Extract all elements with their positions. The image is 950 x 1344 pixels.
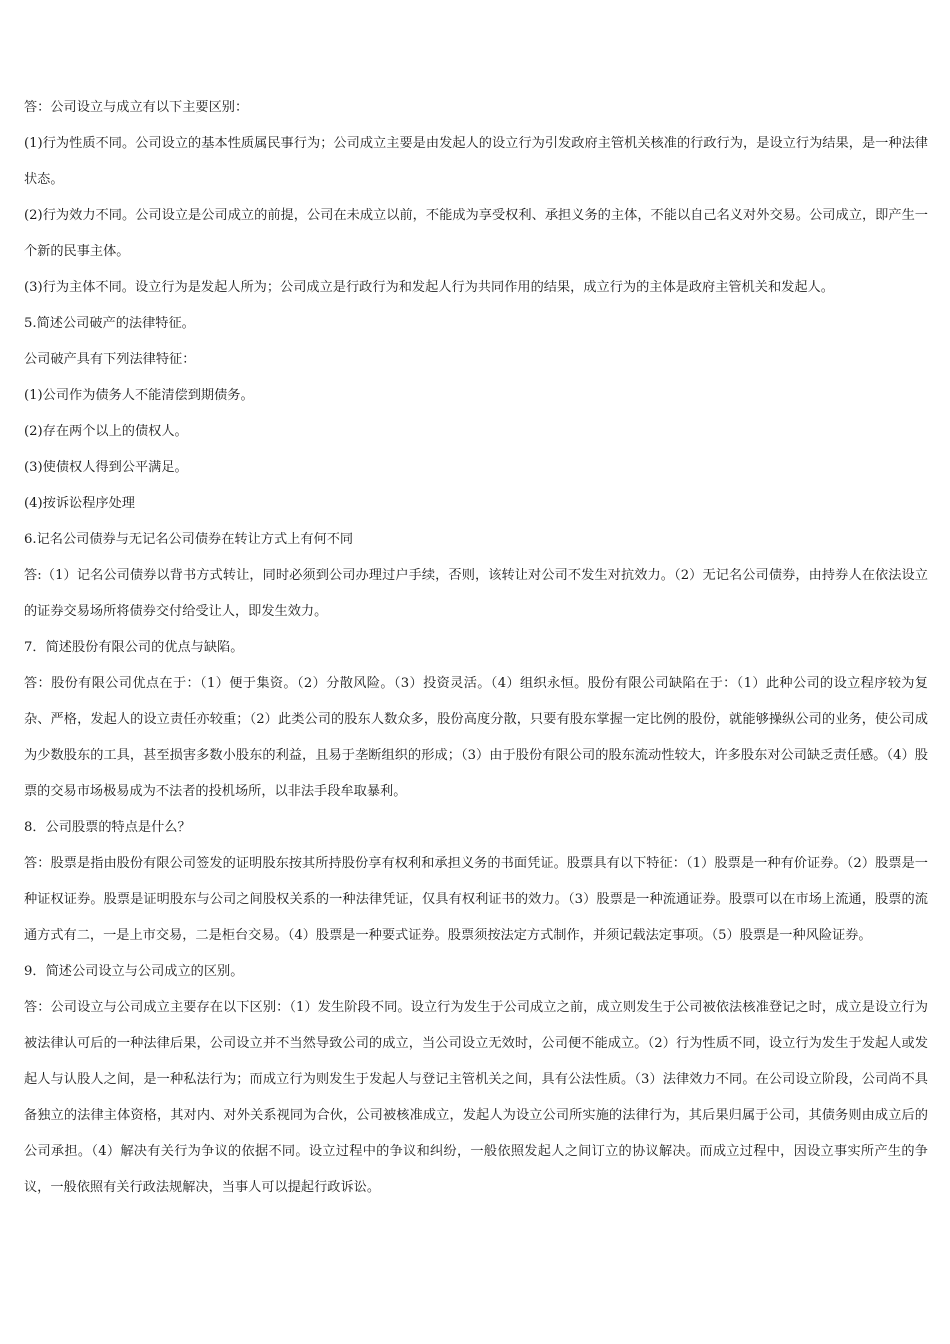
bankruptcy-item-1: (1)公司作为债务人不能清偿到期债务。: [24, 388, 254, 403]
question-8-heading: 8．公司股票的特点是什么？: [24, 820, 191, 835]
bankruptcy-intro: 公司破产具有下列法律特征：: [24, 352, 196, 367]
difference-item-1: (1)行为性质不同。公司设立的基本性质属民事行为；公司成立主要是由发起人的设立行为引发政府主管机关核准的行政行为，是设立行为结果，是一种法律状态。: [24, 136, 928, 187]
question-5-heading: 5.简述公司破产的法律特征。: [24, 316, 195, 331]
bankruptcy-item-3: (3)使债权人得到公平满足。: [24, 460, 188, 475]
answer-8: 答：股票是指由股份有限公司签发的证明股东按其所持股份享有权利和承担义务的书面凭证。股票具有以下特征：（1）股票是一种有价证券。（2）股票是一种证权证券。股票是证明股东与公司之间股权关系的一种法律凭证，仅具有权利证书的效力。（3）股票是一种流通证券。股票可以在市场上流通，股票的流通方式有二，一是上市交易，二是柜台交易。（4）股票是一种要式证券。股票须按法定方式制作，并须记载法定事项。（5）股票是一种风险证券。: [24, 856, 928, 943]
question-6-heading: 6.记名公司债券与无记名公司债券在转让方式上有何不同: [24, 532, 354, 547]
bankruptcy-item-2: (2)存在两个以上的债权人。: [24, 424, 188, 439]
answer-intro: 答：公司设立与成立有以下主要区别：: [24, 100, 249, 115]
difference-item-2: (2)行为效力不同。公司设立是公司成立的前提，公司在未成立以前，不能成为享受权利、承担义务的主体，不能以自己名义对外交易。公司成立，即产生一个新的民事主体。: [24, 208, 928, 259]
answer-9: 答：公司设立与公司成立主要存在以下区别：（1）发生阶段不同。设立行为发生于公司成立之前，成立则发生于公司被依法核准登记之时，成立是设立行为被法律认可后的一种法律后果，公司设立并不当然导致公司的成立，当公司设立无效时，公司便不能成立。（2）行为性质不同，设立行为发生于发起人或发起人与认股人之间，是一种私法行为；而成立行为则发生于发起人与登记主管机关之间，具有公法性质。（3）法律效力不同。在公司设立阶段，公司尚不具备独立的法律主体资格，其对内、对外关系视同为合伙，公司被核准成立，发起人为设立公司所实施的法律行为，其后果归属于公司，其债务则由成立后的公司承担。（4）解决有关行为争议的依据不同。设立过程中的争议和纠纷，一般依照发起人之间订立的协议解决。而成立过程中，因设立事实所产生的争议，一般依照有关行政法规解决，当事人可以提起行政诉讼。: [24, 1000, 928, 1195]
answer-7: 答：股份有限公司优点在于：（1）便于集资。（2）分散风险。（3）投资灵活。（4）组织永恒。股份有限公司缺陷在于：（1）此种公司的设立程序较为复杂、严格，发起人的设立责任亦较重；（2）此类公司的股东人数众多，股份高度分散，只要有股东掌握一定比例的股份，就能够操纵公司的业务，使公司成为少数股东的工具，甚至损害多数小股东的利益，且易于垄断组织的形成；（3）由于股份有限公司的股东流动性较大，许多股东对公司缺乏责任感。（4）股票的交易市场极易成为不法者的投机场所，以非法手段牟取暴利。: [24, 676, 928, 799]
question-7-heading: 7．简述股份有限公司的优点与缺陷。: [24, 640, 244, 655]
bankruptcy-item-4: (4)按诉讼程序处理: [24, 496, 135, 511]
answer-6: 答:（1）记名公司债券以背书方式转让，同时必须到公司办理过户手续，否则，该转让对公司不发生对抗效力。（2）无记名公司债券，由持券人在依法设立的证券交易场所将债券交付给受让人，即发生效力。: [24, 568, 928, 619]
question-9-heading: 9．简述公司设立与公司成立的区别。: [24, 964, 244, 979]
difference-item-3: (3)行为主体不同。设立行为是发起人所为；公司成立是行政行为和发起人行为共同作用的结果，成立行为的主体是政府主管机关和发起人。: [24, 280, 834, 295]
